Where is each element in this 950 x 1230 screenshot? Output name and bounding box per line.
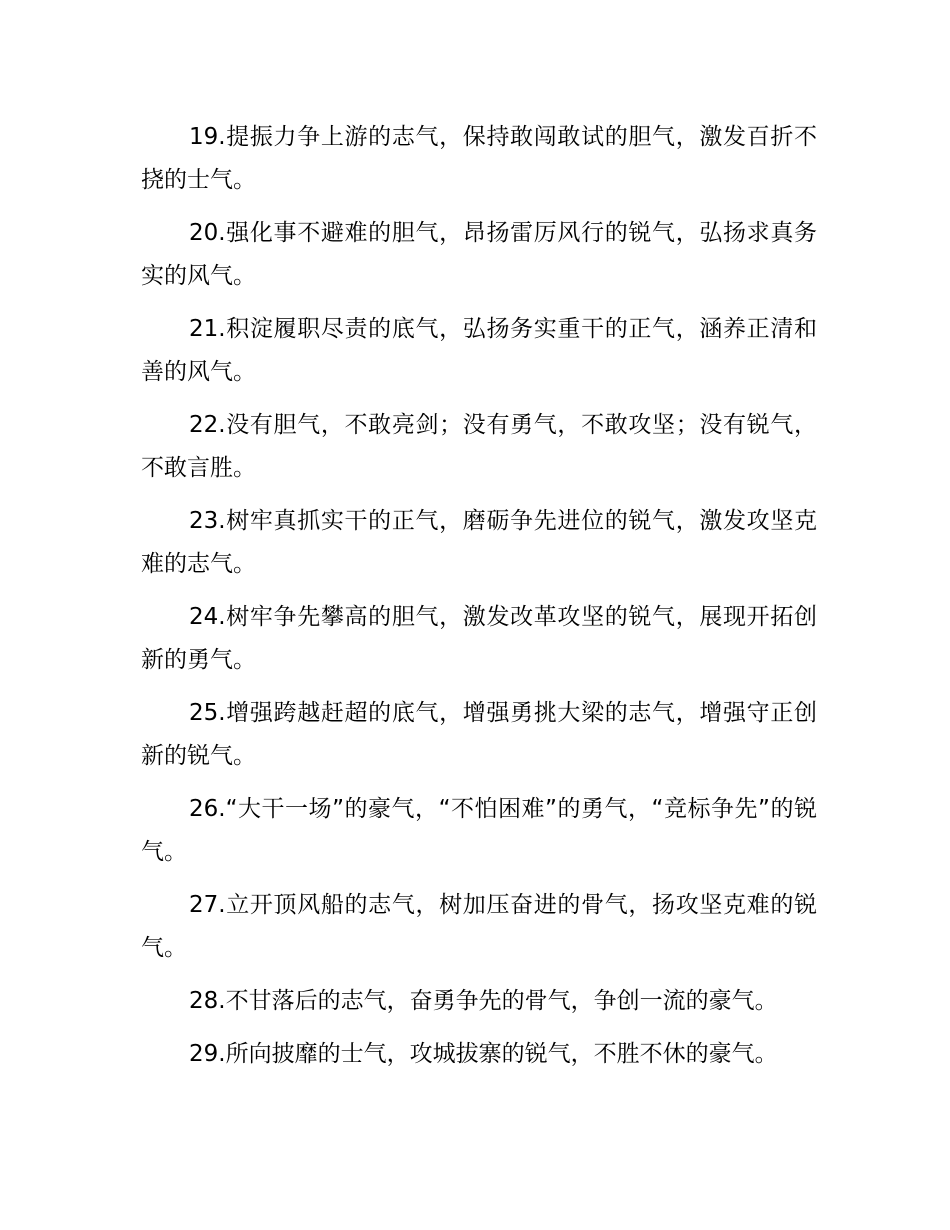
paragraph-27: 27.立开顶风船的志气，树加压奋进的骨气，扬攻坚克难的锐气。 <box>141 892 817 961</box>
document-body <box>141 116 817 1086</box>
paragraph-24: 24.树牢争先攀高的胆气，激发改革攻坚的锐气，展现开拓创新的勇气。 <box>141 604 817 673</box>
paragraph-26: 26.“大干一场”的豪气，“不怕困难”的勇气，“竞标争先”的锐气。 <box>141 796 817 865</box>
paragraph-29: 29.所向披靡的士气，攻城拔寨的锐气，不胜不休的豪气。 <box>189 1041 778 1067</box>
paragraph-21: 21.积淀履职尽责的底气，弘扬务实重干的正气，涵养正清和善的风气。 <box>141 316 817 385</box>
paragraph-28: 28.不甘落后的志气，奋勇争先的骨气，争创一流的豪气。 <box>189 988 778 1014</box>
paragraph-23: 23.树牢真抓实干的正气，磨砺争先进位的锐气，激发攻坚克难的志气。 <box>141 508 817 577</box>
paragraph-20: 20.强化事不避难的胆气，昂扬雷厉风行的锐气，弘扬求真务实的风气。 <box>141 220 817 289</box>
paragraph-25: 25.增强跨越赶超的底气，增强勇挑大梁的志气，增强守正创新的锐气。 <box>141 700 817 769</box>
paragraph-19: 19.提振力争上游的志气，保持敢闯敢试的胆气，激发百折不挠的士气。 <box>141 124 817 193</box>
paragraph-22: 22.没有胆气，不敢亮剑；没有勇气，不敢攻坚；没有锐气，不敢言胜。 <box>141 412 817 481</box>
